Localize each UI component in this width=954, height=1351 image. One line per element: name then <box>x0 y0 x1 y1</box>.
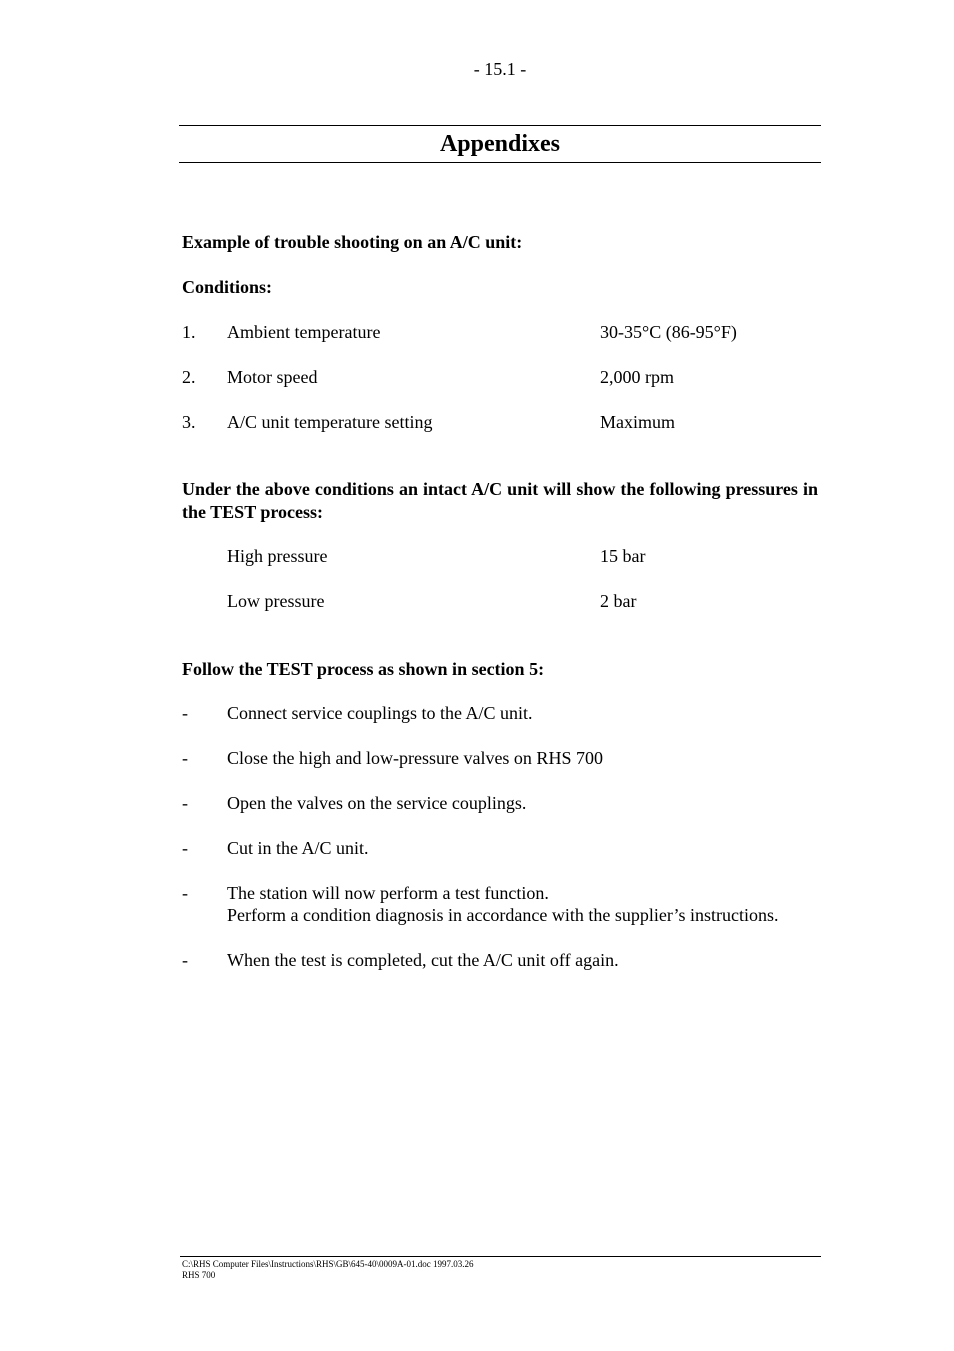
condition-label: Ambient temperature <box>227 322 381 342</box>
pressure-value: 15 bar <box>600 546 646 566</box>
step-item <box>182 882 822 904</box>
step-text: Open the valves on the service couplings. <box>227 793 527 813</box>
step-dash: - <box>182 950 188 970</box>
test-heading: Follow the TEST process as shown in section 5: <box>182 659 545 679</box>
pressure-label: Low pressure <box>227 591 325 611</box>
footer-path: C:\RHS Computer Files\Instructions\RHS\GB\645-40\0009A-01.doc 1997.03.26 <box>182 1259 474 1269</box>
footer-product: RHS 700 <box>182 1270 216 1280</box>
condition-row <box>182 321 822 343</box>
step-dash: - <box>182 838 188 858</box>
page-title: Appendixes <box>439 131 561 157</box>
pressure-row <box>182 590 822 612</box>
step-item-continuation <box>182 904 822 926</box>
condition-value: 2,000 rpm <box>600 367 674 387</box>
step-text: Close the high and low-pressure valves on RHS 700 <box>227 748 603 768</box>
page-number: - 15.1 - <box>473 59 527 79</box>
footer-divider <box>180 1256 821 1257</box>
condition-row <box>182 411 822 433</box>
step-item <box>182 949 822 971</box>
step-dash: - <box>182 883 188 903</box>
step-item <box>182 747 822 769</box>
example-heading: Example of trouble shooting on an A/C unit: <box>182 232 523 252</box>
conditions-heading: Conditions: <box>182 277 273 297</box>
step-text: The station will now perform a test function. <box>227 883 549 903</box>
condition-row <box>182 366 822 388</box>
step-dash: - <box>182 748 188 768</box>
pressure-value: 2 bar <box>600 591 637 611</box>
step-dash: - <box>182 703 188 723</box>
step-text: Connect service couplings to the A/C unit. <box>227 703 533 723</box>
condition-number: 2. <box>182 367 196 387</box>
step-item <box>182 702 822 724</box>
condition-value: Maximum <box>600 412 675 432</box>
condition-label: A/C unit temperature setting <box>227 412 433 432</box>
condition-number: 1. <box>182 322 196 342</box>
step-dash: - <box>182 793 188 813</box>
condition-value: 30-35°C (86-95°F) <box>600 322 737 342</box>
step-item <box>182 837 822 859</box>
step-text: Cut in the A/C unit. <box>227 838 369 858</box>
condition-label: Motor speed <box>227 367 318 387</box>
pressure-label: High pressure <box>227 546 328 566</box>
condition-number: 3. <box>182 412 196 432</box>
step-item <box>182 792 822 814</box>
title-block <box>179 125 821 163</box>
pressure-row <box>182 545 822 567</box>
step-text-continuation: Perform a condition diagnosis in accordance with the supplier’s instructions. <box>227 905 779 925</box>
intact-paragraph: Under the above conditions an intact A/C unit will show the following pressures in the TEST process: <box>182 479 818 522</box>
step-text: When the test is completed, cut the A/C unit off again. <box>227 950 619 970</box>
